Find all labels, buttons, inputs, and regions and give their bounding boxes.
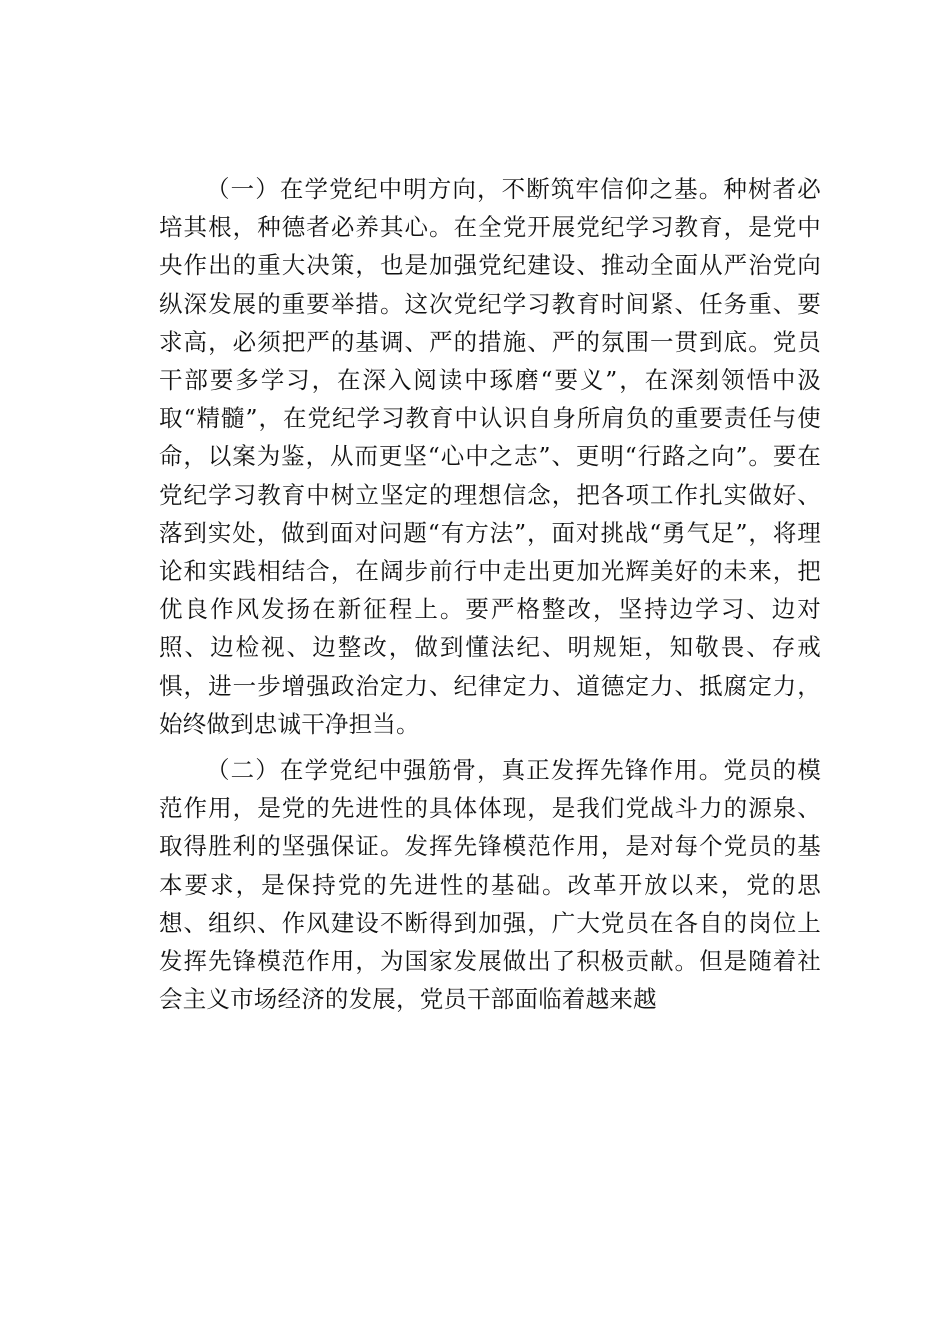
paragraph-section-2: （二）在学党纪中强筋骨，真正发挥先锋作用。党员的模范作用，是党的先进性的具体体现，是我们党战斗力的源泉、取得胜利的坚强保证。发挥先锋模范作用，是对每个党员的基本要求，是保持党的先进性的基础。改革开放以来，党的思想、组织、作风建设不断得到加强，广大党员在各自的岗位上发挥先锋模范作用，为国家发展做出了积极贡献。但是随着社会主义市场经济的发展，党员干部面临着越来越 [159, 756, 821, 1014]
document-body [159, 170, 821, 1018]
paragraph-section-1: （一）在学党纪中明方向，不断筑牢信仰之基。种树者必培其根，种德者必养其心。在全党开展党纪学习教育，是党中央作出的重大决策，也是加强党纪建设、推动全面从严治党向纵深发展的重要举措。这次党纪学习教育时间紧、任务重、要求高，必须把严的基调、严的措施、严的氛围一贯到底。党员干部要多学习，在深入阅读中琢磨“要义”，在深刻领悟中汲取“精髓”，在党纪学习教育中认识自身所肩负的重要责任与使命，以案为鉴，从而更坚“心中之志”、更明“行路之向”。要在党纪学习教育中树立坚定的理想信念，把各项工作扎实做好、落到实处，做到面对问题“有方法”，面对挑战“勇气足”，将理论和实践相结合，在阔步前行中走出更加光辉美好的未来，把优良作风发扬在新征程上。要严格整改，坚持边学习、边对照、边检视、边整改，做到懂法纪、明规矩，知敬畏、存戒惧，进一步增强政治定力、纪律定力、道德定力、抵腐定力，始终做到忠诚干净担当。 [159, 175, 821, 738]
